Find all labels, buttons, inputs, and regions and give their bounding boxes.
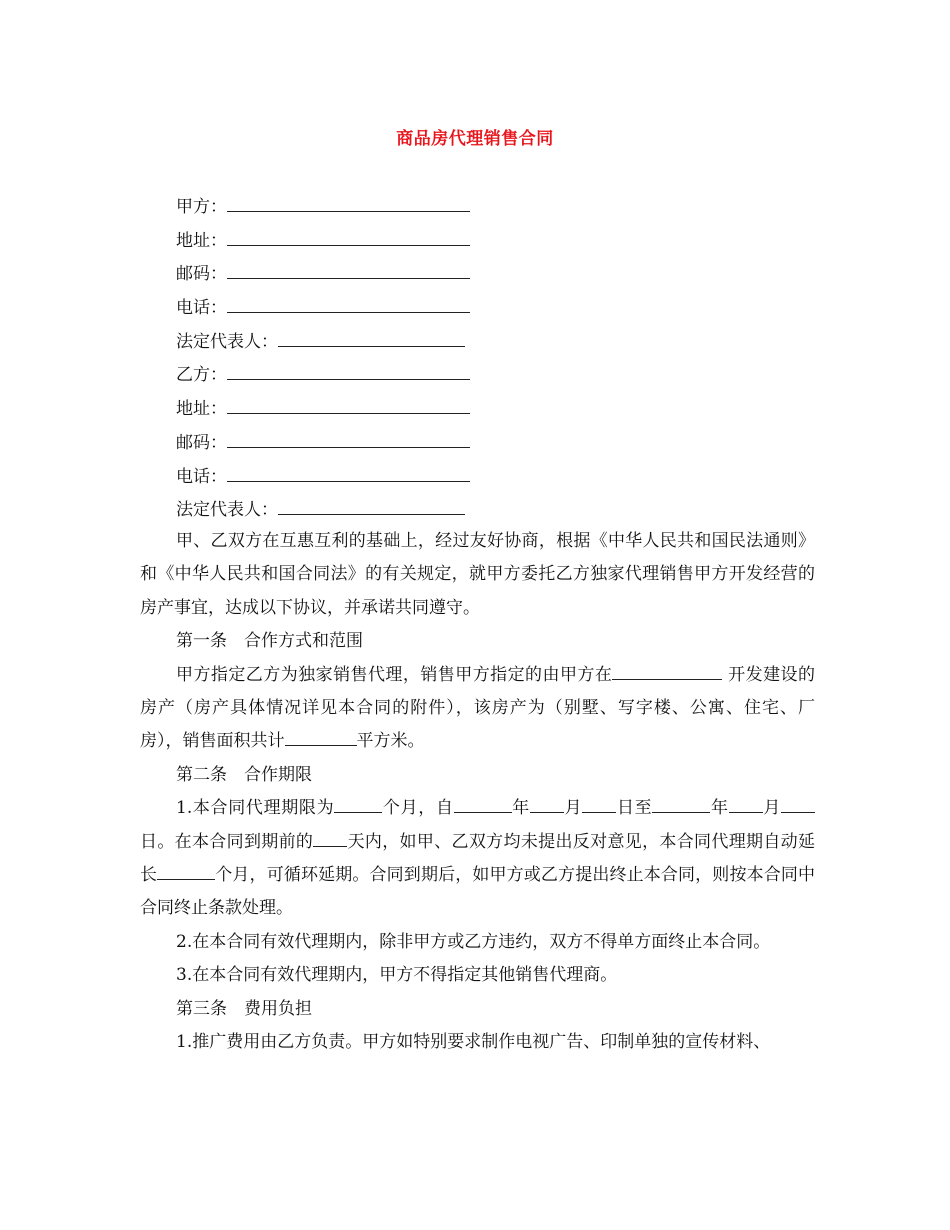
article-2-paragraph-2: 2.在本合同有效代理期内，除非甲方或乙方违约，双方不得单方面终止本合同。 — [176, 931, 771, 952]
fill-in-blank — [227, 430, 470, 448]
party-info-fields — [176, 193, 496, 530]
field-label: 电话： — [176, 466, 227, 487]
party-b-name-field — [176, 361, 496, 395]
article-2-heading: 第二条 合作期限 — [176, 764, 312, 785]
article-1-heading: 第一条 合作方式和范围 — [176, 631, 363, 652]
field-label: 邮码： — [176, 264, 227, 285]
text-segment: 甲方指定乙方为独家销售代理，销售甲方指定的由甲方在 — [176, 664, 613, 685]
fill-in-blank — [612, 662, 722, 680]
fill-in-blank — [227, 362, 470, 380]
field-label: 法定代表人： — [176, 331, 278, 352]
party-a-name-field — [176, 193, 496, 227]
fill-in-blank — [278, 329, 465, 347]
fill-in-blank — [334, 795, 382, 813]
fill-in-blank — [157, 862, 215, 880]
article-2-paragraph-3: 3.在本合同有效代理期内，甲方不得指定其他销售代理商。 — [176, 965, 618, 986]
article-1-paragraph — [140, 659, 815, 759]
fill-in-blank — [285, 728, 357, 746]
party-b-phone-field — [176, 463, 496, 497]
fill-in-blank — [582, 795, 616, 813]
fill-in-blank — [530, 795, 564, 813]
article-3-heading: 第三条 费用负担 — [176, 998, 312, 1019]
field-label: 法定代表人： — [176, 500, 278, 521]
contract-body — [140, 525, 815, 1060]
fill-in-blank — [729, 795, 763, 813]
article-2-paragraph-1 — [140, 792, 815, 926]
fill-in-blank — [454, 795, 512, 813]
text-segment: 年 — [511, 798, 530, 819]
text-segment: 日至 — [616, 798, 653, 819]
party-b-postcode-field — [176, 429, 496, 463]
party-a-phone-field — [176, 294, 496, 328]
text-segment: 个月，可循环延期。合同到期后，如甲方或乙方提出终止本合同，则按本合同中合同终止条款处理。 — [140, 865, 816, 919]
field-label: 地址： — [176, 399, 227, 420]
text-segment: 日。在本合同到期前的 — [140, 831, 314, 852]
fill-in-blank — [781, 795, 815, 813]
party-a-representative-field — [176, 328, 496, 362]
party-a-postcode-field — [176, 260, 496, 294]
intro-paragraph: 甲、乙双方在互惠互利的基础上，经过友好协商，根据《中华人民共和国民法通则》和《中华人民共和国合同法》的有关规定，就甲方委托乙方独家代理销售甲方开发经营的房产事宜，达成以下协议，并承诺共同遵守。 — [140, 531, 815, 618]
text-segment: 平方米。 — [356, 731, 425, 752]
field-label: 邮码： — [176, 432, 227, 453]
field-label: 乙方： — [176, 365, 227, 386]
fill-in-blank — [227, 228, 470, 246]
field-label: 电话： — [176, 298, 227, 319]
fill-in-blank — [227, 464, 470, 482]
text-segment: 年 — [710, 798, 729, 819]
fill-in-blank — [227, 295, 470, 313]
fill-in-blank — [227, 261, 470, 279]
field-label: 甲方： — [176, 197, 227, 217]
text-segment: 天内，如甲、乙双方均未提出反对意见，本合同代理期自动延长 — [140, 831, 816, 886]
text-segment: 月 — [762, 798, 782, 819]
text-segment: 1.本合同代理期限为 — [176, 798, 335, 819]
document-title: 商品房代理销售合同 — [396, 129, 554, 149]
text-segment: 月 — [563, 798, 583, 819]
text-segment: 个月，自 — [382, 798, 454, 819]
fill-in-blank — [227, 194, 470, 212]
field-label: 地址： — [176, 230, 227, 251]
article-3-paragraph-1: 1.推广费用由乙方负责。甲方如特别要求制作电视广告、印制单独的宣传材料、 — [176, 1032, 771, 1053]
party-a-address-field — [176, 227, 496, 261]
fill-in-blank — [313, 829, 347, 847]
text-segment: 开发建设的房产（房产具体情况详见本合同的附件），该房产为（别墅、写字楼、公寓、住宅、厂房），销售面积共计 — [140, 664, 815, 752]
fill-in-blank — [227, 396, 470, 414]
fill-in-blank — [652, 795, 710, 813]
party-b-address-field — [176, 395, 496, 429]
fill-in-blank — [278, 497, 465, 515]
